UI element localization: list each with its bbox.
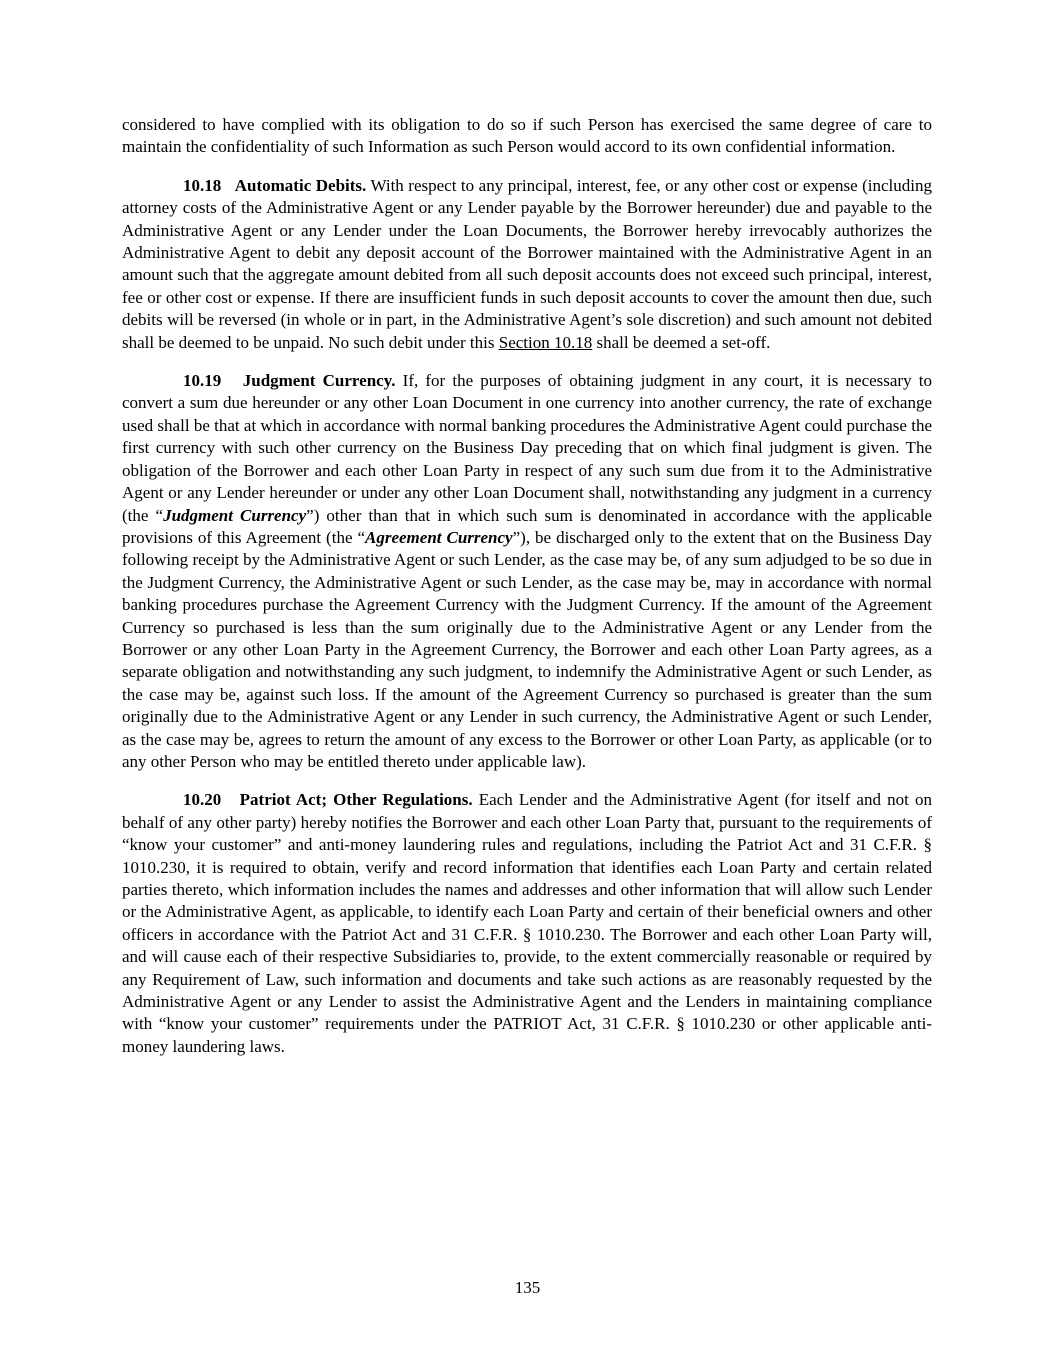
page-content [122,114,932,1058]
section-heading-run: 10.20 Patriot Act; Other Regulations. [183,790,473,810]
text-run: With respect to any principal, interest, fee, or any other cost or expense (including attorney costs of the Administrative Agent or any Lender payable by the Borrower hereunder) due and payable to the Administrative Agent or any Lender under the Loan Documents, the Borrower hereby irrevocably authorizes the Administrative Agent to debit any deposit account of the Borrower maintained with the Administrative Agent in an amount such that the aggregate amount debited from all such deposit accounts does not exceed such principal, interest, fee or other cost or expense. If there are insufficient funds in such deposit accounts to cover the amount then due, such debits will be reversed (in whole or in part, in the Administrative Agent’s sole discretion) and such amount not debited shall be deemed to be unpaid. No such debit under this [122,175,932,352]
defined-term: Judgment Currency [163,505,307,525]
text-run: If, for the purposes of obtaining judgment in any court, it is necessary to convert a sum due hereunder or any other Loan Document in one currency into another currency, the rate of exchange used shall be that at which in accordance with normal banking procedures the Administrative Agent could purchase the first currency with such other currency on the Business Day preceding that on which final judgment is given. The obligation of the Borrower and each other Loan Party in respect of any such sum due from it to the Administrative Agent or any Lender hereunder or under any other Loan Document shall, notwithstanding any judgment in a currency (the “ [122,371,932,525]
page-number: 135 [514,1278,541,1297]
section-heading-run: 10.18 Automatic Debits. [183,175,367,195]
section-heading-run: 10.19 Judgment Currency. [183,371,396,391]
defined-term: Agreement Currency [365,527,513,547]
page-footer [0,1277,1055,1299]
text-run: Each Lender and the Administrative Agent (for itself and not on behalf of any other party) hereby notifies the Borrower and each other Loan Party that, pursuant to the requirements of “know your customer” and anti-money laundering rules and regulations, including the Patriot Act and 31 C.F.R. § 1010.230, it is required to obtain, verify and record information that identifies each Loan Party and certain related parties thereto, which information includes the names and addresses and other information that will allow such Lender or the Administrative Agent, as applicable, to identify each Loan Party and certain of their beneficial owners and other officers in accordance with the Patriot Act and 31 C.F.R. § 1010.230. The Borrower and each other Loan Party will, and will cause each of their respective Subsidiaries to, provide, to the extent commercially reasonable or required by any Requirement of Law, such information and documents and take such actions as are reasonably requested by the Administrative Agent or any Lender to assist the Administrative Agent and the Lenders in maintaining compliance with “know your customer” requirements under the PATRIOT Act, 31 C.F.R. § 1010.230 or other applicable anti-money laundering laws. [122,790,932,1056]
text-run: shall be deemed a set-off. [592,332,771,352]
paragraph-confidentiality-continuation [122,114,932,159]
paragraph-section-10-20-patriot-act [122,789,932,1058]
text-run: ”) other than that in which such sum is denominated in accordance with the applicable provisions of this Agreement (the “ [122,505,932,547]
text-run: considered to have complied with its obligation to do so if such Person has exercised the same degree of care to maintain the confidentiality of such Information as such Person would accord to its own confidential information. [122,115,932,157]
paragraph-section-10-18-automatic-debits [122,175,932,354]
text-run: ”), be discharged only to the extent that on the Business Day following receipt by the Administrative Agent or such Lender, as the case may be, of any sum adjudged to be so due in the Judgment Currency, the Administrative Agent or such Lender, as the case may be, may in accordance with normal banking procedures purchase the Agreement Currency with the Judgment Currency. If the amount of the Agreement Currency so purchased is less than the sum originally due to the Administrative Agent or any Lender from the Borrower or any other Loan Party in the Agreement Currency, the Borrower and each other Loan Party agrees, as a separate obligation and notwithstanding any such judgment, to indemnify the Administrative Agent or such Lender, as the case may be, against such loss. If the amount of the Agreement Currency so purchased is greater than the sum originally due to the Administrative Agent or any Lender in such currency, the Administrative Agent or such Lender, as the case may be, agrees to return the amount of any excess to the Borrower or other Loan Party, as applicable (or to any other Person who may be entitled thereto under applicable law). [122,527,932,771]
paragraph-section-10-19-judgment-currency [122,370,932,773]
section-reference: Section 10.18 [498,332,593,352]
